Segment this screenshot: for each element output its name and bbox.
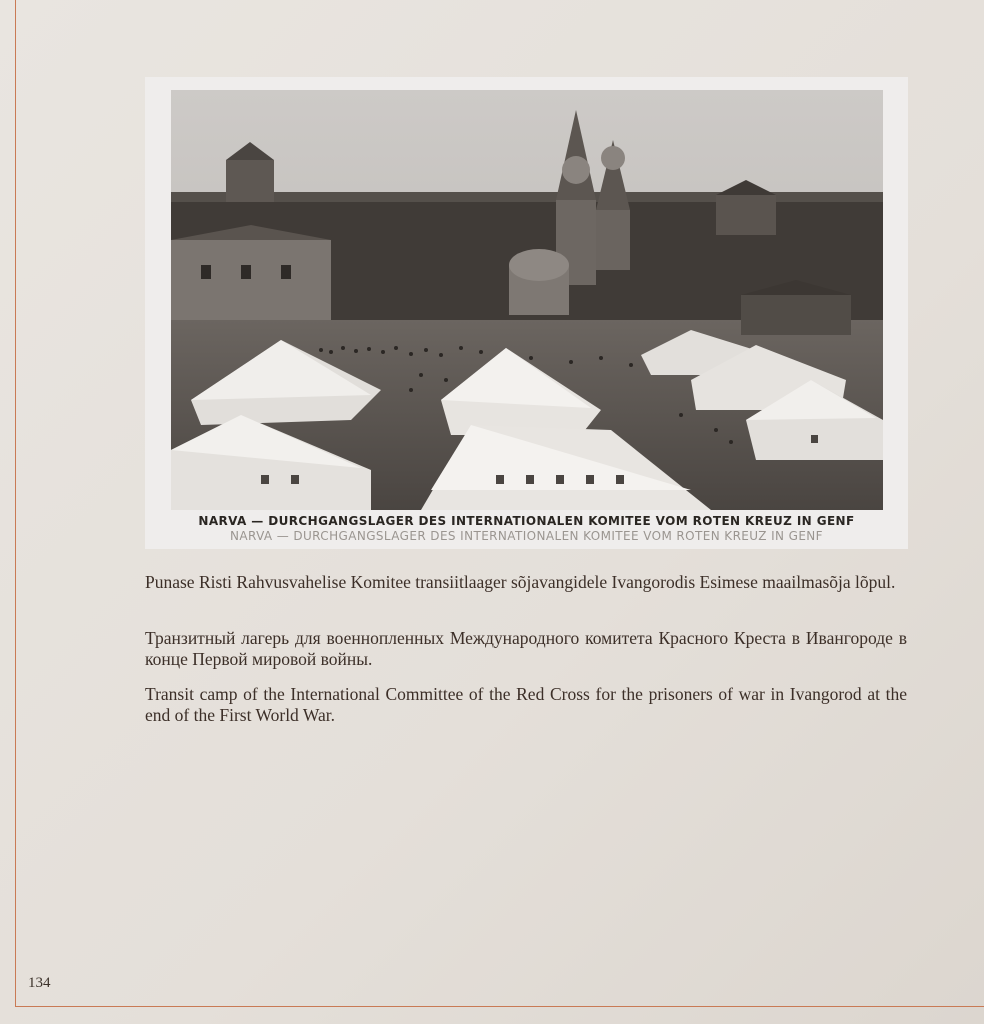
caption-english: Transit camp of the International Committee of the Red Cross for the prisoners of war in Ivangorod at the end of the First World War. xyxy=(145,684,907,725)
historical-photo xyxy=(171,90,883,510)
caption-russian: Транзитный лагерь для военнопленных Международного комитета Красного Креста в Ивангороде в конце Первой мировой войны. xyxy=(145,628,907,669)
page-number: 134 xyxy=(28,975,51,991)
page-frame-left-line xyxy=(15,0,16,1006)
page-frame-bottom-line xyxy=(15,1006,984,1007)
photo-caption: NARVA — DURCHGANGSLAGER DES INTERNATIONALEN KOMITEE VOM ROTEN KREUZ IN GENF xyxy=(198,514,855,528)
caption-estonian: Punase Risti Rahvusvahelise Komitee transiitlaager sõjavangidele Ivangorodis Esimese maailmasõja lõpul. xyxy=(145,572,896,592)
photo-caption-offset-print: NARVA — DURCHGANGSLAGER DES INTERNATIONALEN KOMITEE VOM ROTEN KREUZ IN GENF xyxy=(230,529,823,543)
historical-photo-mount xyxy=(145,77,908,549)
